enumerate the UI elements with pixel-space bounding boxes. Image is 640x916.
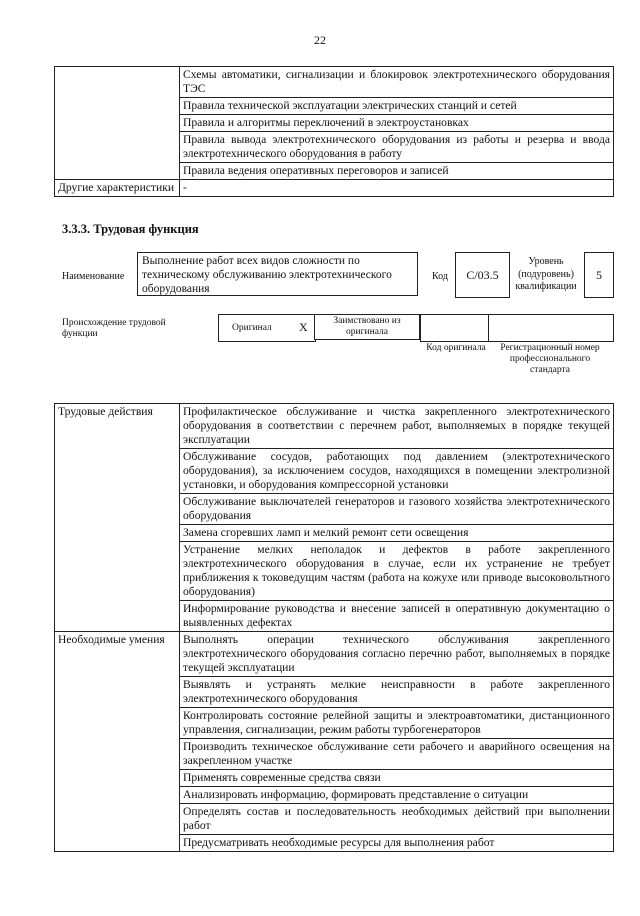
skill-item: Анализировать информацию, формировать представление о ситуации	[180, 787, 614, 804]
skill-item: Контролировать состояние релейной защиты и электроавтоматики, дистанционного управления, сигнализации, режим работы турбогенераторов	[180, 708, 614, 739]
table-label-cell	[55, 67, 180, 180]
action-item: Обслуживание сосудов, работающих под давлением (электротехнического оборудования), за исключением сосудов, находящихся в помещении электролизной установки, и оборудования компрессорной установки	[180, 449, 614, 494]
qualification-level: 5	[584, 252, 614, 298]
actions-label: Трудовые действия	[55, 404, 180, 632]
table-cell: Правила ведения оперативных переговоров и записей	[180, 163, 614, 180]
original-box	[218, 314, 316, 342]
skill-item: Выявлять и устранять мелкие неисправности в работе закрепленного электротехнического оборудования	[180, 677, 614, 708]
borrowed-label: Заимствовано из оригинала	[314, 314, 420, 340]
code-original-label: Код оригинала	[426, 343, 486, 353]
skill-item: Выполнять операции технического обслуживания закрепленного электротехнического оборудования согласно перечню работ, выполняемых в порядке текущей эксплуатации	[180, 632, 614, 677]
knowledge-table	[54, 66, 614, 197]
section-heading: 3.3.3. Трудовая функция	[62, 222, 199, 236]
level-label: Уровень (подуровень) квалификации	[515, 256, 577, 292]
table-cell: Правила вывода электротехнического оборудования из работы и резерва и ввода электротехнического оборудования в работу	[180, 132, 614, 163]
table-row	[55, 67, 614, 98]
name-label: Наименование	[62, 271, 125, 282]
table-cell: Схемы автоматики, сигнализации и блокировок электротехнического оборудования ТЭС	[180, 67, 614, 98]
function-details-table	[54, 403, 614, 852]
code-label: Код	[432, 271, 448, 282]
original-mark: X	[299, 320, 308, 334]
table-row	[55, 180, 614, 197]
function-code: C/03.5	[455, 252, 510, 298]
code-original-box	[420, 314, 490, 342]
skill-item: Предусматривать необходимые ресурсы для выполнения работ	[180, 835, 614, 852]
skill-item: Определять состав и последовательность необходимых действий при выполнении работ	[180, 804, 614, 835]
original-label: Оригинал	[232, 323, 272, 333]
reg-number-box	[488, 314, 614, 342]
skills-label: Необходимые умения	[55, 632, 180, 852]
skill-item: Применять современные средства связи	[180, 770, 614, 787]
action-item: Обслуживание выключателей генераторов и газового хозяйства электротехнического оборудования	[180, 494, 614, 525]
table-row	[55, 632, 614, 677]
reg-number-label: Регистрационный номер профессионального стандарта	[500, 343, 600, 375]
skill-item: Производить техническое обслуживание сети рабочего и аварийного освещения на закрепленном участке	[180, 739, 614, 770]
action-item: Замена сгоревших ламп и мелкий ремонт сети освещения	[180, 525, 614, 542]
table-cell: Правила технической эксплуатации электрических станций и сетей	[180, 98, 614, 115]
page-number: 22	[314, 33, 326, 47]
action-item: Профилактическое обслуживание и чистка закрепленного электротехнического оборудования в соответствии с перечнем работ, выполняемых в порядке текущей эксплуатации	[180, 404, 614, 449]
action-item: Информирование руководства и внесение записей в оперативную документацию о выявленных дефектах	[180, 601, 614, 632]
origin-label: Происхождение трудовой функции	[62, 318, 166, 339]
table-row	[55, 404, 614, 449]
table-cell: -	[180, 180, 614, 197]
function-name: Выполнение работ всех видов сложности по техническому обслуживанию электротехнического оборудования	[137, 252, 418, 296]
action-item: Устранение мелких неполадок и дефектов в работе закрепленного электротехнического оборудования в случае, если их устранение не требует приближения к токоведущим частям (работа на кожухе или приводе высоковольтного оборудования)	[180, 542, 614, 601]
table-cell: Правила и алгоритмы переключений в электроустановках	[180, 115, 614, 132]
other-characteristics-label: Другие характеристики	[55, 180, 180, 197]
